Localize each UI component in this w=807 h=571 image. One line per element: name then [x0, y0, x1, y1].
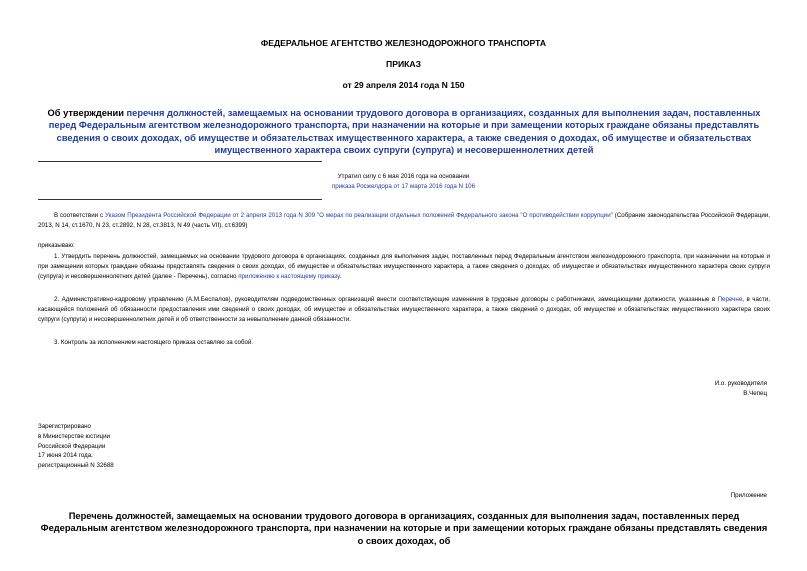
divider-top: [38, 161, 322, 162]
title-link[interactable]: перечня должностей, замещаемых на основании трудового договора в организациях, созданных для выполнения задач, поставленных перед Федеральным агентством железнодорожного транспорта, при назначении на которые и при замещении которых граждане обязаны представлять сведения о своих доходах, об имуществе и обязательствах имущественного характера, а также сведения о доходах, об имуществе и обязательствах имущественного характера своих супруги (супруга) и несовершеннолетних детей: [48, 108, 761, 155]
order-title: [38, 107, 770, 156]
signature-position: И.о. руководителя: [714, 380, 767, 387]
preamble-paragraph: [38, 211, 770, 231]
item-1-end: .: [339, 272, 342, 280]
order-word: приказываю:: [38, 242, 75, 249]
registration-line: Российской Федерации: [38, 442, 106, 450]
registration-block: [38, 422, 114, 471]
preamble-link[interactable]: Указом Президента Российской Федерации от 2 апреля 2013 года N 309 "О мерах по реализации отдельных положений Федерального закона "О противодействии коррупции": [105, 212, 613, 219]
lost-force-line: Утратил силу с 6 мая 2016 года на основании: [337, 173, 470, 180]
registration-line: Зарегистрировано: [38, 423, 91, 430]
lost-force-note: [0, 172, 807, 192]
item-1-paragraph: [38, 252, 770, 282]
registration-line: 17 июня 2014 года,: [38, 452, 93, 460]
item-3-paragraph: 3. Контроль за исполнением настоящего приказа оставляю за собой.: [54, 339, 254, 346]
preamble-text-before: В соответствии с: [54, 212, 105, 219]
appendix-label: Приложение: [730, 492, 767, 499]
title-prefix: Об утверждении: [47, 108, 127, 118]
item-2-text-after: , в части, касающейся положений об обязанности предоставления ими сведений о своих доходах, об имуществе и обязательствах имущественного характера, а также сведений о доходах, об имуществе и обязательствах имущественного характера своих супруги (супруга) и несовершеннолетних детей и об ответственности за невыполнение данной обязанности.: [38, 296, 770, 323]
item-1-link[interactable]: приложению к настоящему приказу: [238, 272, 340, 280]
preamble-text-after: (Собрание законодательства Российской Федерации, 2013, N 14, ст.1670, N 23, ст.2892, N 28, ст.3813, N 49 (часть VII), ст.6399): [38, 212, 770, 229]
signature-name: В.Чепец: [743, 390, 767, 397]
divider-bottom: [38, 199, 322, 200]
registration-line: регистрационный N 32688: [38, 462, 114, 470]
appendix-title: Перечень должностей, замещаемых на основании трудового договора в организациях, созданных для выполнения задач, поставленных перед Федеральным агентством железнодорожного транспорта, при назначении на которые и при замещении которых граждане обязаны представлять сведения о своих доходах, об: [40, 511, 768, 546]
lost-force-link[interactable]: приказа Росжелдора от 17 марта 2016 года N 106: [331, 183, 476, 190]
date-number-heading: от 29 апреля 2014 года N 150: [342, 80, 465, 90]
agency-heading: ФЕДЕРАЛЬНОЕ АГЕНТСТВО ЖЕЛЕЗНОДОРОЖНОГО ТРАНСПОРТА: [260, 38, 547, 48]
item-2-link[interactable]: Перечне: [717, 296, 743, 303]
doc-type-heading: ПРИКАЗ: [386, 59, 421, 69]
item-1-text: 1. Утвердить перечень должностей, замещаемых на основании трудового договора в организациях, созданных для выполнения задач, поставленных перед Федеральным агентством железнодорожного транспорта, при назначении на которые и при замещении которых граждане обязаны представлять сведения о своих доходах, об имуществе и обязательствах имущественного характера, а также сведения о доходах, об имуществе и обязательствах имущественного характера своих супруги (супруга) и несовершеннолетних детей (далее - Перечень), согласно: [38, 253, 770, 280]
item-2-paragraph: [38, 295, 770, 325]
registration-line: в Министерстве юстиции: [38, 432, 111, 440]
signature-block: [715, 379, 767, 399]
item-2-text-before: 2. Административно-кадровому управлению (А.М.Беспалов), руководителям подведомственных организаций внести соответствующие изменения в трудовые договоры с работниками, замещающими должности, указанные в: [54, 296, 718, 303]
